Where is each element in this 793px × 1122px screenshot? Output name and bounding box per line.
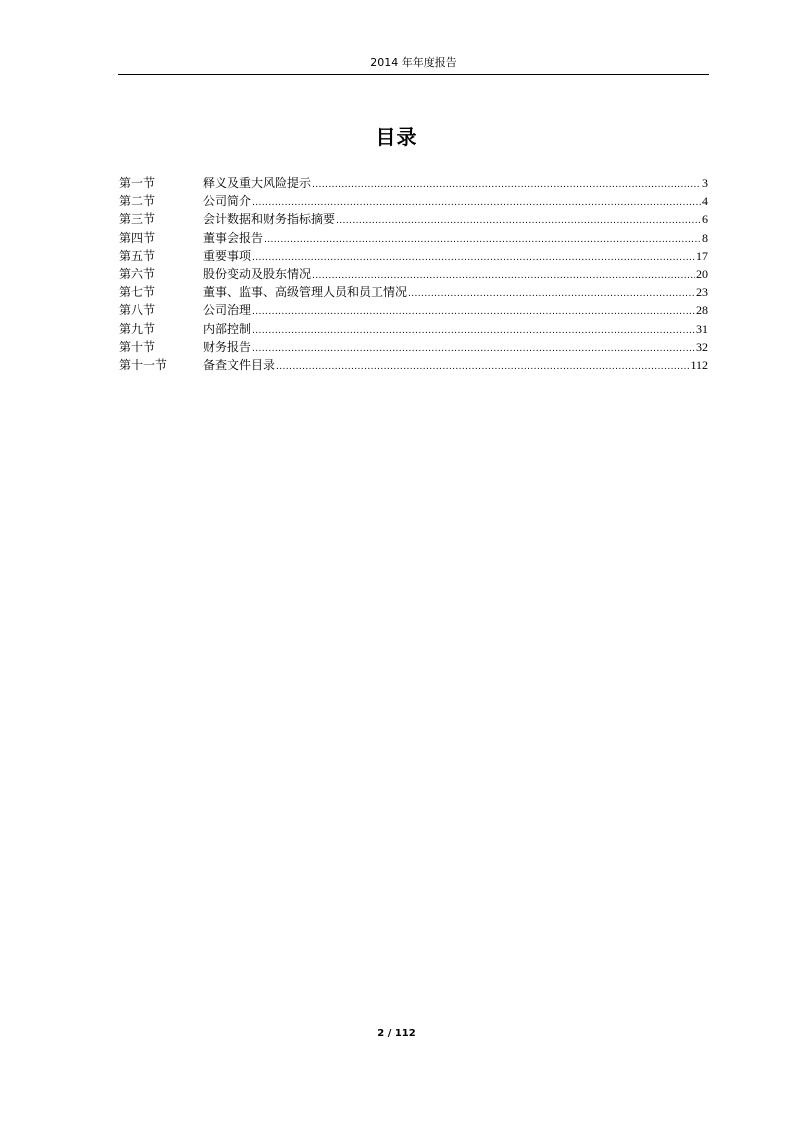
page-header (118, 52, 709, 75)
toc-entry-label: 股份变动及股东情况 (203, 266, 312, 281)
toc-entry[interactable] (119, 265, 708, 283)
toc-section-number: 第一节 (119, 176, 156, 190)
toc-section-number: 第七节 (119, 285, 156, 300)
toc-entry[interactable] (119, 301, 708, 319)
toc-entry[interactable] (119, 229, 708, 247)
toc-section-number: 第十节 (119, 339, 156, 354)
toc-entry[interactable] (119, 247, 708, 265)
page-indicator: 2 / 112 (377, 1028, 416, 1039)
toc-page-number: 17 (696, 248, 708, 263)
dot-leader (264, 231, 701, 249)
toc-page-number: 23 (696, 285, 708, 300)
toc-entry[interactable] (119, 210, 708, 228)
toc-title: 目录 (375, 125, 418, 149)
toc-entry-label: 公司简介 (203, 194, 252, 209)
dot-leader (252, 322, 695, 340)
toc-page-number: 3 (702, 176, 708, 190)
toc-entry[interactable] (119, 192, 708, 210)
toc-section-number: 第四节 (119, 230, 156, 245)
dot-leader (252, 340, 695, 358)
toc-section-number: 第三节 (119, 212, 156, 227)
toc-section-number: 第五节 (119, 248, 156, 263)
toc-section-number: 第二节 (119, 194, 156, 209)
toc-entry-label: 内部控制 (203, 321, 252, 336)
toc-page-number: 31 (696, 321, 708, 336)
toc-page-number: 112 (690, 357, 708, 372)
toc-entry-label: 释义及重大风险提示 (203, 176, 312, 190)
toc-entry-label: 备查文件目录 (203, 357, 276, 372)
dot-leader (276, 358, 689, 376)
dot-leader (312, 176, 701, 194)
toc-page-number: 8 (702, 230, 708, 245)
toc-entry[interactable] (119, 283, 708, 301)
toc-entry-label: 重要事项 (203, 248, 252, 263)
toc-entry[interactable] (119, 356, 708, 374)
toc-entry-label: 董事会报告 (203, 230, 264, 245)
header-text: 2014 年年度报告 (370, 56, 457, 69)
toc-section-number: 第九节 (119, 321, 156, 336)
dot-leader (336, 212, 701, 230)
toc-section-number: 第八节 (119, 303, 156, 318)
table-of-contents (119, 174, 708, 374)
page-footer (0, 1026, 793, 1042)
toc-entry[interactable] (119, 320, 708, 338)
dot-leader (408, 285, 695, 303)
toc-page-number: 32 (696, 339, 708, 354)
toc-entry-label: 财务报告 (203, 339, 252, 354)
toc-page-number: 20 (696, 266, 708, 281)
toc-entry-label: 董事、监事、高级管理人员和员工情况 (203, 285, 408, 300)
toc-entry[interactable] (119, 338, 708, 356)
toc-entry-label: 会计数据和财务指标摘要 (203, 212, 336, 227)
toc-page-number: 28 (696, 303, 708, 318)
toc-page-number: 6 (702, 212, 708, 227)
toc-entry[interactable] (119, 174, 708, 192)
toc-section-number: 第六节 (119, 266, 156, 281)
toc-entry-label: 公司治理 (203, 303, 252, 318)
toc-section-number: 第十一节 (119, 357, 168, 372)
dot-leader (252, 303, 695, 321)
dot-leader (252, 249, 695, 267)
toc-page-number: 4 (702, 194, 708, 209)
